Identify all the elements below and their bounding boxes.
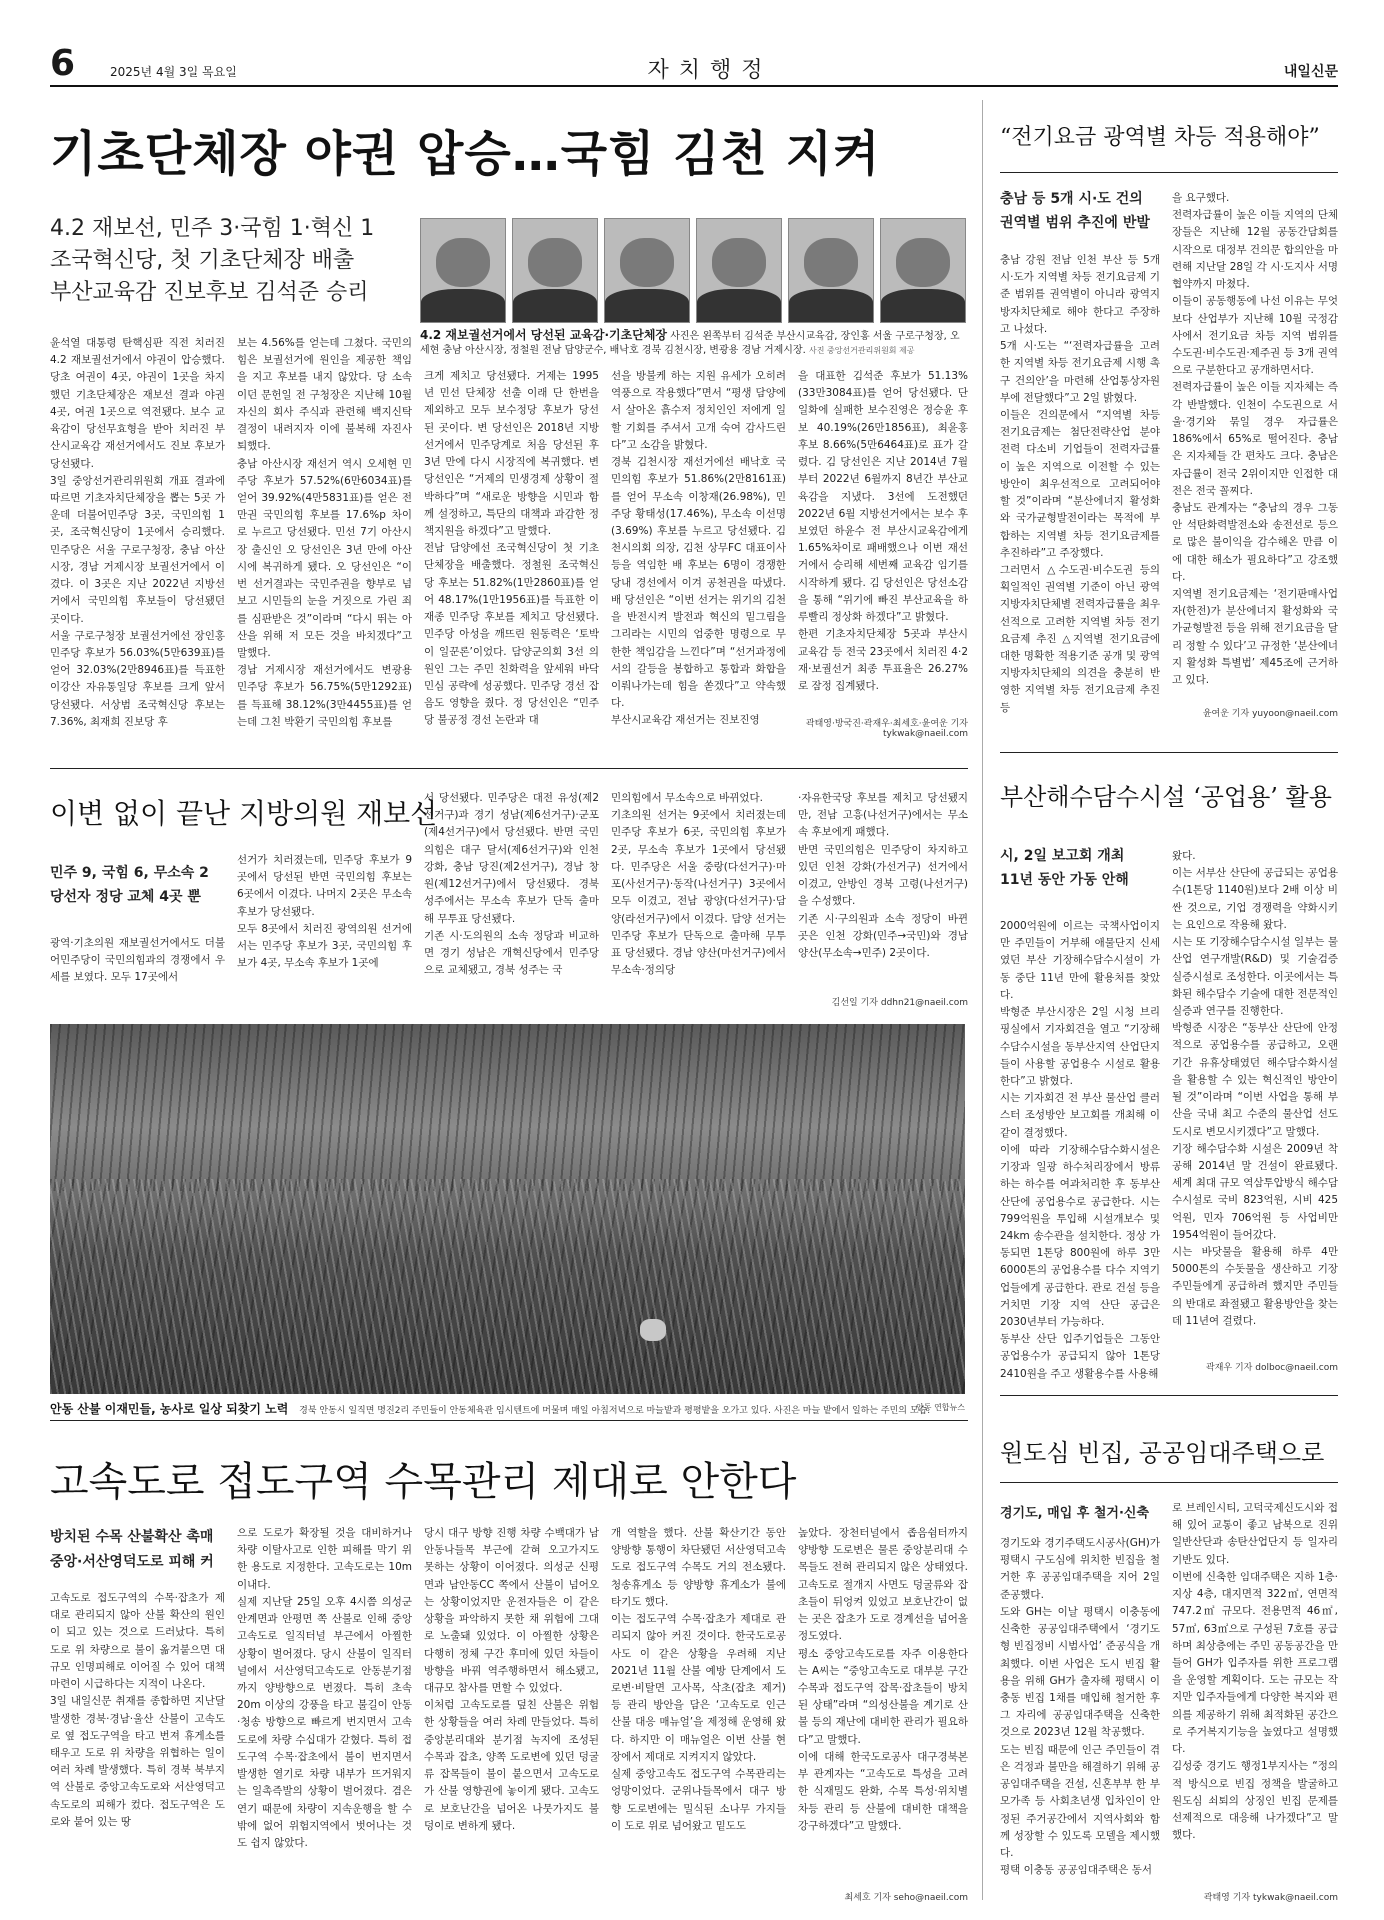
main-byline — [798, 716, 968, 739]
mid-byline — [798, 995, 968, 1008]
feature-photo-caption — [50, 1400, 965, 1417]
side2-subhead — [1000, 845, 1129, 893]
mid-subhead-line: 당선자 정당 교체 4곳 뿐 — [50, 888, 201, 905]
byline-email[interactable]: tykwak@naeil.com — [1253, 1893, 1338, 1903]
side2-column: 왔다. 이는 서부산 산단에 공급되는 공업용수(1톤당 1140원)보다 2배 이상 비싼 것으로, 기업 경쟁력을 약화시키는 요인으로 작용해 왔다. 시는 또 기장해수담수시설 일부는 물산업 연구개발(R&D) 및 기술검증 실증시설로 조성한다. 이곳에서는 특화된 해수담수 기술에 대한 전문적인 실증과 연구를 진행한다. 박형준 시장은 “동부산 산단에 안정적으로 공업용수를 공급하고, 오랜 기간 유휴상태였던 해수담수화시설을 활용할 수 있는 혁신적인 방안이 될 것”이라며 “이번 사업을 통해 부산을 국내 최고 수준의 물산업 선도도시로 변모시키겠다”고 말했다. 기장 해수담수화 시설은 2009년 착공해 2014년 말 건설이 완료됐다. 세계 최대 규모 역삼투압방식 해수담수시설로 국비 823억원, 시비 425억원, 민자 706억원 등 사업비만 1954억원이 들어갔다. 시는 바닷물을 활용해 하루 4만5000톤의 수돗물을 생산하고 기장 주민들에게 공급하려 했지만 주민들의 반대로 좌절됐고 활용방안을 찾는데 11년여 걸렸다. — [1172, 850, 1338, 1327]
section-rule — [50, 768, 968, 769]
mid-column: ·자유한국당 후보를 제치고 당선됐지만, 전남 고흥(나선거구)에서는 무소속 후보에게 패했다. 반면 국민의힘은 민주당이 차지하고 있던 인천 강화(가선거구) 선거에서 이겼고, 안방인 경북 고령(나선거구)을 수성했다. 기존 시·구의원과 소속 정당이 바뀐 곳은 인천 강화(민주→국민)와 경남 양산(무소속→민주) 2곳이다. — [798, 792, 968, 959]
side2-headline[interactable]: 부산해수담수시설 ‘공업용’ 활용 — [1000, 783, 1332, 811]
section-rule — [1000, 172, 1338, 173]
side3-headline[interactable]: 원도심 빈집, 공공임대주택으로 — [1000, 1439, 1325, 1467]
section-rule — [1000, 752, 1338, 753]
bottom-column: 으로 도로가 확장될 것을 대비하거나 차량 이탈사고로 인한 피해를 막기 위한 용도로 지정한다. 고속도로는 10m 이내다. 실제 지난달 25일 오후 4시쯤 의성군 안계면과 안평면 쪽 산불로 인해 중앙고속도로 일직터널 부근에서 아찔한 상황이 벌어졌다. 당시 산불이 일직터널에서 서산영덕고속도로 안동분기점까지 양방향으로 번졌다. 특히 초속 20m 이상의 강풍을 타고 불길이 안동·청송 방향으로 빠르게 번지면서 고속도로에 차량 수십대가 갇혔다. 특히 접도구역 수목·잡초에서 불이 번지면서 발생한 열기로 차량 내부가 뜨거워지는 일촉즉발의 상황이 벌어졌다. 겸은 연기 때문에 차량이 지속운행을 할 수밖에 없어 위험지역에서 벗어나는 것도 쉽지 않았다. — [237, 1527, 412, 1849]
bottom-column: 당시 대구 방향 진행 차량 수백대가 남안동나들목 부근에 갇혀 오고가지도 못하는 상황이 이어졌다. 의성군 신평면과 남안동CC 쪽에서 산불이 넘어오는 상황이었지만 운전자들은 이 같은 상황을 파악하지 못한 채 위험에 그대로 노출돼 있었다. 이 아찔한 상황은 다행히 정체 구간 후미에 있던 차들이 방향을 바꿔 역주행하면서 해소됐고, 대규모 참사를 면할 수 있었다. 이처럼 고속도로를 덮친 산불은 위험한 상황들을 여러 차례 만들었다. 특히 중앙분리대와 분기점 녹지에 조성된 수목과 잡초, 양쪽 도로변에 있던 덩굴류 잡목들이 불이 붙으면서 고속도로가 산불 영향권에 놓이게 됐다. 고속도로 보호난간을 넘어온 나뭇가지도 불덩이로 변하게 됐다. — [424, 1527, 599, 1832]
portrait-photo — [880, 218, 966, 323]
main-headline[interactable]: 기초단체장 야권 압승…국힘 김천 지켜 — [50, 126, 881, 182]
feature-photo — [50, 1024, 965, 1394]
section-title: 자치행정 — [647, 58, 773, 83]
main-subhead-line: 조국혁신당, 첫 기초단체장 배출 — [50, 247, 355, 273]
side1-column: 충남 강원 전남 인천 부산 등 5개 시·도가 지역별 차등 전기요금제 기준 범위를 권역별이 아니라 광역지방자치단체로 해야 한다고 주장하고 나섰다. 5개 시·도는 “‘전력자급률을 고려한 지역별 차등 전기요금제 시행 촉구 건의안’을 마련해 산업통상자원부에 전달했다”고 2일 밝혔다. 이들은 건의문에서 “지역별 차등 전기요금제는 첨단전략산업 분야 전력 다소비 기업들이 전력자급률이 높은 지역으로 이전할 수 있는 방안이 최우선적으로 고려되어야 할 것”이라며 “분산에너지 활성화와 국가균형발전이라는 목적에 부합하는 지역별 차등 전기요금제를 추진하라”고 주장했다. 그러면서 △수도권·비수도권 등의 획일적인 권역별 기준이 아닌 광역지방자치단체별 전력자급률을 최우선적으로 고려한 지역별 차등 전기요금제 추진 △지역별 전기요금에 대한 명확한 적용기준 공개 및 광역지방자치단체의 의견을 충분히 반영한 지역별 차등 전기요금제 추진 등 — [1000, 254, 1160, 714]
mid-column: 민의힘에서 무소속으로 바뀌었다. 기초의원 선거는 9곳에서 치러졌는데 민주당 후보가 6곳, 국민의힘 후보가 2곳, 무소속 후보가 1곳에서 당선됐다. 민주당은 서울 중랑(다선거구)·마포(사선거구)·동작(나선거구) 3곳에서 모두 이겼고, 전남 광양(다선거구)·담양(라선거구)에서 이겼다. 담양 선거는 민주당 후보가 단독으로 출마해 무투표 당선됐다. 경남 양산(마선거구)에서 무소속·정의당 — [611, 792, 786, 977]
mid-headline[interactable]: 이변 없이 끝난 지방의원 재보선 — [50, 797, 438, 830]
section-rule — [50, 1420, 968, 1421]
bottom-subhead-line: 방치된 수목 산불확산 촉매 — [50, 1529, 214, 1545]
side3-column: 로 브레인시티, 고덕국제신도시와 접해 있어 교통이 좋고 남북으로 진위일반산단과 송탄산업단지 등 일자리 기반도 있다. 이번에 신축한 임대주택은 지하 1층·지상 4층, 대지면적 322㎡, 연면적 747.2㎡ 규모다. 전용면적 46㎡, 57㎡, 63㎡으로 구성된 7호를 공급하며 최상층에는 주민 공동공간을 만들어 GH가 입주자를 위한 프로그램을 운영할 계획이다. 도는 규모는 작지만 입주자들에게 다양한 복지와 편의를 제공하기 위해 최적화된 공간으로 주거복지기능을 높였다고 설명했다. 김성중 경기도 행정1부지사는 “정의적 방식으로 빈집 정책을 발굴하고 원도심 쇠퇴의 상징인 빈집 문제를 선제적으로 대응해 나가겠다”고 말했다. — [1172, 1502, 1338, 1842]
feature-photo-title: 안동 산불 이재민들, 농사로 일상 되찾기 노력 — [50, 1402, 289, 1416]
page-header — [50, 43, 1338, 87]
bottom-column: 고속도로 접도구역의 수목·잡초가 제대로 관리되지 않아 산불 확산의 원인이 되고 있는 것으로 드러났다. 특히 도로 위 차량으로 불이 옮겨붙으면 대규모 인명피해로 이어질 수 있어 대책마련이 시급하다는 지적이 나온다. 3일 내일신문 취재를 종합하면 지난달 발생한 경북·경남·울산 산불이 고속도로 옆 접도구역을 타고 번져 휴게소를 태우고 도로 위 차량을 위협하는 일이 여러 차례 발생했다. 특히 경북 북부지역 산불로 중앙고속도로와 서산영덕고속도로의 피해가 컸다. 접도구역은 도로와 붙어 있는 땅 — [50, 1592, 225, 1828]
portrait-photo — [788, 218, 874, 323]
byline-names: 최세호 기자 — [844, 1893, 891, 1903]
byline-names: 곽재우 기자 — [1206, 1363, 1253, 1373]
mid-column: 서 당선됐다. 민주당은 대전 유성(제2선거구)과 경기 성남(제6선거구)·군포(제4선거구)에서 당선됐다. 반면 국민의힘은 대구 달서(제6선거구)와 인천 강화, 충남 당진(제2선거구), 경남 창원(제12선거구)에서 당선됐다. 경북 성주에서는 무소속 후보가 단독 출마해 무투표 당선됐다. 기존 시·도의원의 소속 정당과 비교하면 경기 성남은 개혁신당에서 민주당으로 교체됐고, 경북 성주는 국 — [424, 792, 599, 977]
mid-column: 광역·기초의원 재보궐선거에서도 더불어민주당이 국민의힘과의 경쟁에서 우세를 보였다. 모두 17곳에서 — [50, 937, 225, 984]
side2-byline — [1172, 1360, 1338, 1373]
side3-column: 경기도와 경기주택도시공사(GH)가 평택시 구도심에 위치한 빈집을 철거한 후 공공임대주택을 지어 2일 준공했다. 도와 GH는 이날 평택시 이충동에 신축한 공공임대주택에서 ‘경기도형 빈집정비 시범사업’ 준공식을 개최했다. 이번 사업은 도시 빈집 활용을 위해 GH가 출자해 평택시 이충동 빈집 1채를 매입해 철거한 후 그 자리에 공공임대주택을 신축한 것으로 2023년 12월 착공했다. 도는 빈집 때문에 인근 주민들이 겪은 걱정과 불만을 해결하기 위해 공공임대주택을 건설, 신혼부부 한 부모가족 등 사회초년생 입차인이 안정된 주거공간에서 지역사회와 함께 성장할 수 있도록 모델을 제시했다. 평택 이충동 공공임대주택은 동서 — [1000, 1537, 1160, 1877]
byline-email[interactable]: tykwak@naeil.com — [883, 729, 968, 739]
portrait-photo — [420, 218, 506, 323]
byline-email[interactable]: yuyoon@naeil.com — [1252, 709, 1338, 719]
main-subhead-line: 4.2 재보선, 민주 3·국힘 1·혁신 1 — [50, 216, 375, 241]
page-number: 6 — [50, 43, 76, 84]
side1-column: 을 요구했다. 전력자급률이 높은 이들 지역의 단체장들은 지난해 12월 공동간담회를 시작으로 대정부 건의문 합의안을 마련해 지난달 28일 각 시·도지사 서명협약까지 마쳤다. 이들이 공동행동에 나선 이유는 무엇보다 산업부가 지난해 10월 국정감사에서 전기요금 차등 지역 범위를 수도권·비수도권·제주권 등 3개 권역으로 구분한다고 공개하면서다. 전력자급률이 높은 이들 지자체는 즉각 반발했다. 인천이 수도권으로 서울·경기와 묶일 경우 자급률은 186%에서 65%로 떨어진다. 충남은 지자체들 간 편차도 크다. 충남은 자급률이 전국 2위이지만 인접한 대전은 전국 꼴찌다. 충남도 관계자는 “충남의 경우 그동안 석탄화력발전소와 송전선로 등으로 많은 불이익을 감수해온 만큼 이에 대한 해소가 필요하다”고 강조했다. 지역별 전기요금제는 ‘전기판매사업자(한전)가 분산에너지 활성화와 국가균형발전 등을 위해 전기요금을 달리 정할 수 있다’고 규정한 ‘분산에너지 활성화 특별법’ 제45조에 근거하고 있다. — [1172, 192, 1338, 687]
byline-names: 김선일 기자 — [831, 998, 878, 1008]
main-subhead — [50, 213, 374, 309]
mid-subhead — [50, 862, 209, 910]
portrait-caption-credit: 사진 중앙선거관리위원회 제공 — [808, 346, 915, 355]
bottom-byline — [798, 1890, 968, 1903]
portrait-photo — [696, 218, 782, 323]
feature-photo-field — [50, 1179, 965, 1394]
feature-photo-credit: 안동 연합뉴스 — [916, 1403, 965, 1412]
side3-byline — [1172, 1890, 1338, 1903]
mid-subhead-line: 민주 9, 국힘 6, 무소속 2 — [50, 865, 209, 881]
byline-email[interactable]: seho@naeil.com — [893, 1893, 968, 1903]
side3-subhead: 경기도, 매입 후 철거·신축 — [1000, 1506, 1150, 1521]
byline-names: 윤여운 기자 — [1202, 709, 1250, 719]
feature-photo-trees — [50, 1024, 965, 1191]
portrait-photo — [604, 218, 690, 323]
section-rule — [1000, 1482, 1338, 1483]
byline-names: 곽태영 기자 — [1203, 1893, 1251, 1903]
byline-email[interactable]: dolboc@naeil.com — [1255, 1363, 1338, 1373]
side1-subhead — [1000, 188, 1150, 236]
bottom-column: 개 역할을 했다. 산불 확산기간 동안 양방향 통행이 차단됐던 서산영덕고속도로 접도구역 수목도 거의 전소됐다. 청송휴게소 등 양방향 휴게소가 불에 타기도 했다. 이는 접도구역 수목·잡초가 제대로 관리되지 않아 커진 것이다. 한국도로공사도 이 같은 상황을 우려해 지난 2021년 11월 산불 예방 단계에서 도로변·비탈면 고사목, 삭초(잡초 제거) 등 관리 방안을 담은 ‘고속도로 인근 산불 대응 매뉴얼’을 제정해 운영해 왔다. 하지만 이 매뉴얼은 이번 산불 현장에서 제대로 지켜지지 않았다. 실제 중앙고속도 접도구역 수목관리는 엉망이었다. 군위나들목에서 대구 방향 도로변에는 밀식된 소나무 가지들이 도로 위로 넘어왔고 밑도도 — [611, 1527, 786, 1832]
byline-names: 곽태영·방국진·곽재우·최세호·윤여운 기자 — [805, 719, 968, 729]
bottom-subhead — [50, 1525, 214, 1574]
paper-name: 내일신문 — [1283, 64, 1338, 80]
portrait-caption-title: 4.2 재보궐선거에서 당선된 교육감·기초단체장 — [420, 328, 668, 342]
issue-date: 2025년 4월 3일 목요일 — [110, 65, 237, 79]
mid-column: 선거가 치러졌는데, 민주당 후보가 9곳에서 당선된 반면 국민의힘 후보는 6곳에서 이겼다. 나머지 2곳은 무소속 후보가 당선됐다. 모두 8곳에서 치러진 광역의원 선거에서는 민주당 후보가 3곳, 국민의힘 후보가 4곳, 무소속 후보가 1곳에 — [237, 854, 412, 970]
side1-byline — [1172, 706, 1338, 719]
main-article-column: 윤석열 대통령 탄핵심판 직전 치러진 4.2 재보궐선거에서 야권이 압승했다. 당초 여권이 4곳, 야권이 1곳을 차지했던 기초단체장은 재보선 결과 야권 4곳, 여권 1곳으로 역전됐다. 보수 교육감이 당선무효형을 받아 치러진 부산시교육감 재선거에서도 진보 후보가 당선됐다. 3일 중앙선거관리위원회 개표 결과에 따르면 기초자치단체장을 뽑는 5곳 가운데 더불어민주당 3곳, 국민의힘 1곳, 조국혁신당이 1곳에서 승리했다. 민주당은 서울 구로구청장, 충남 아산시장, 경남 거제시장 보궐선거에서 이겼다. 이 3곳은 지난 2022년 지방선거에서 국민의힘 후보들이 당선됐던 곳이다. 서울 구로구청장 보궐선거에선 장인홍 민주당 후보가 56.03%(5만639표)를 얻어 32.03%(2만8946표)를 득표한 이강산 자유통일당 후보를 크게 앞서 당선됐다. 서상범 조국혁신당 후보는 7.36%, 최재희 진보당 후 — [50, 337, 225, 728]
side2-subhead-line: 시, 2일 보고회 개최 — [1000, 848, 1125, 864]
feature-photo-person — [640, 1319, 666, 1341]
main-article-column: 보는 4.56%를 얻는데 그쳤다. 국민의힘은 보궐선거에 원인을 제공한 책임을 지고 후보를 내지 않았다. 당 소속이던 문헌일 전 구청장은 지난해 10월 자신의 회사 주식과 관련해 백지신탁 결정이 내려지자 이에 불복해 자진사퇴했다. 충남 아산시장 재선거 역시 오세현 민주당 후보가 57.52%(6만6034표)를 얻어 39.92%(4만5831표)를 얻은 전만권 국민의힘 후보를 17.6%p 차이로 누르고 당선됐다. 민선 7기 아산시장 출신인 오 당선인은 3년 만에 아산시에 복귀하게 됐다. 오 당선인은 “이번 선거결과는 국민주권을 향부로 넘보고 시민들의 눈을 거짓으로 가린 죄를 심판받은 것”이라며 “다시 뛰는 아산을 위해 저 모든 것을 바치겠다”고 말했다. 경남 거제시장 재선거에서도 변광용 민주당 후보가 56.75%(5만1292표)를 득표해 38.12%(3만4455표)를 얻는데 그친 박환기 국민의힘 후보를 — [237, 337, 412, 728]
column-divider — [982, 100, 983, 1900]
portrait-photo — [512, 218, 598, 323]
side1-subhead-line: 충남 등 5개 시·도 건의 — [1000, 191, 1143, 207]
portrait-caption-text: 사진은 왼쪽부터 김석준 부산시교육감, 장인홍 서울 구로구청장, 오세현 충남 아산시장, 정철원 전남 담양군수, 배낙호 경북 김천시장, 변광용 경남 거제시장. — [420, 331, 960, 356]
side2-column: 2000억원에 이르는 국책사업이지만 주민들이 거부해 애물단지 신세였던 부산 기장해수담수시설이 가동 중단 11년 만에 활용처를 찾았다. 박형준 부산시장은 2일 시청 브리핑실에서 기자회견을 열고 “기장해수담수시설을 동부산지역 산업단지들이 사용할 공업용수 시설로 활용한다”고 밝혔다. 시는 기자회견 전 부산 물산업 클러스터 조성방안 보고회를 개최해 이 같이 결정했다. 이에 따라 기장해수담수화시설은 기장과 일광 하수처리장에서 방류하는 하수를 여과처리한 후 동부산 산단에 공업용수로 공급한다. 시는 799억원을 투입해 시설개보수 및 24km 송수관을 설치한다. 정상 가동되면 1톤당 800원에 하루 3만6000톤의 공업용수를 다수 지역기업들에게 공급한다. 관로 건설 등을 거치면 기장 지역 산단 공급은 2030년부터 가능하다. 동부산 산단 입주기업들은 그동안 공업용수가 공급되지 않아 1톤당 2410원을 주고 생활용수를 사용해 — [1000, 920, 1160, 1380]
side1-subhead-line: 권역별 범위 추진에 반발 — [1000, 214, 1150, 231]
bottom-subhead-line: 중앙·서산영덕도로 피해 커 — [50, 1553, 214, 1570]
feature-photo-text: 경북 안동시 일직면 명진2리 주민들이 안동체육관 임시텐트에 머물며 매일 아침저녁으로 마늘밭과 평평밭을 오가고 있다. 사진은 마늘 밭에서 일하는 주민의 모습. — [299, 1406, 931, 1416]
side1-headline[interactable]: “전기요금 광역별 차등 적용해야” — [1000, 125, 1320, 150]
bottom-headline[interactable]: 고속도로 접도구역 수목관리 제대로 안한다 — [50, 1459, 797, 1505]
byline-email[interactable]: ddhn21@naeil.com — [880, 998, 968, 1008]
main-article-column: 선을 방불케 하는 지원 유세가 오히려 역풍으로 작용했다”면서 “평생 담양에서 살아온 흙수저 정치인인 저에게 일할 기회를 주셔서 고개 숙여 감사드린다”고 소감을 밝혔다. 경북 김천시장 재선거에선 배낙호 국민의힘 후보가 51.86%(2만8161표)를 얻어 무소속 이창재(26.98%), 민주당 황태성(17.46%), 무소속 이선명(3.69%) 후보를 누르고 당선됐다. 김천시의회 의장, 김천 상무FC 대표이사 등을 역임한 배 후보는 6명이 경쟁한 당내 경선에서 이겨 공천권을 따냈다. 배 당선인은 “이번 선거는 위기의 김천을 반전시켜 발전과 혁신의 밑그림을 그리라는 시민의 엄중한 명령으로 무한한 책임감을 느낀다”며 “선거과정에서의 갈등을 봉합하고 통합과 화합을 이뤄나가는데 힘을 쏟겠다”고 약속했다. 부산시교육감 재선거는 진보진영 — [611, 370, 786, 727]
bottom-column: 높았다. 장천터널에서 좁음쉼터까지 양방향 도로변은 물론 중앙분리대 수목들도 전혀 관리되지 않은 상태였다. 고속도로 절개지 사면도 덩굴류와 잡초들이 뒤엉켜 있었고 보호난간이 없는 곳은 잡초가 도로 경계선을 넘어올 정도였다. 평소 중앙고속도로를 자주 이용한다는 A씨는 “중앙고속도로 대부분 구간 수목과 접도구역 잡목·잡초들이 방치된 상태”라며 “의성산불을 계기로 산불 등의 재난에 대비한 관리가 필요하다”고 말했다. 이에 대해 한국도로공사 대구경북본부 관계자는 “고속도로 특성을 고려한 식재밀도 완화, 수목 특성·위치별 차등 관리 등 산불에 대비한 대책을 강구하겠다”고 말했다. — [798, 1527, 968, 1832]
main-article-column: 크게 제치고 당선됐다. 거제는 1995년 민선 단체장 선출 이래 단 한번을 제외하고 모두 보수정당 후보가 당선된 곳이다. 변 당선인은 2018년 지방선거에서 민주당계로 처음 당선된 후 3년 만에 다시 시장직에 복귀했다. 변 당선인은 “거제의 민생경제 상황이 절박하다”며 “새로운 방향을 시민과 함께 설정하고, 특단의 대책과 과감한 정책지원을 하겠다”고 말했다. 전남 담양에선 조국혁신당이 첫 기초단체장을 배출했다. 정철원 조국혁신당 후보는 51.82%(1만2860표)를 얻어 48.17%(1만1956표)를 득표한 이재종 민주당 후보를 제치고 당선됐다. 민주당 아성을 깨뜨린 원동력은 ‘토박이 일꾼론’이었다. 담양군의회 3선 의원인 그는 주민 친화력을 앞세워 바닥 민심 공략에 성공했다. 민주당 경선 잡음도 영향을 줬다. 정 당선인은 “민주당 불공정 경선 논란과 대 — [424, 370, 599, 727]
side2-subhead-line: 11년 동안 가동 안해 — [1000, 871, 1129, 888]
main-article-column: 을 대표한 김석준 후보가 51.13%(33만3084표)를 얻어 당선됐다. 단일화에 실패한 보수진영은 정승윤 후보 40.19%(26만1856표), 최윤홍 후보 8.66%(5만6464표)로 표가 갈렸다. 김 당선인은 지난 2014년 7월부터 2022년 6월까지 8년간 부산교육감을 지냈다. 3선에 도전했던 2022년 6월 지방선거에서는 보수 후보였던 하윤수 전 부산시교육감에게 1.65%차이로 패배했으나 이번 재선거에서 승리해 세번째 교육감 임기를 시작하게 됐다. 김 당선인은 당선소감을 통해 “위기에 빠진 부산교육을 하루빨리 정상화 하겠다”고 밝혔다. 한편 기초자치단체장 5곳과 부산시 교육감 등 전국 23곳에서 치러진 4·2 재·보궐선거 최종 투표율은 26.27%로 잠정 집계됐다. — [798, 370, 968, 692]
main-subhead-line: 부산교육감 진보후보 김석준 승리 — [50, 279, 369, 305]
portrait-caption — [420, 327, 965, 358]
section-rule — [1000, 1395, 1338, 1396]
